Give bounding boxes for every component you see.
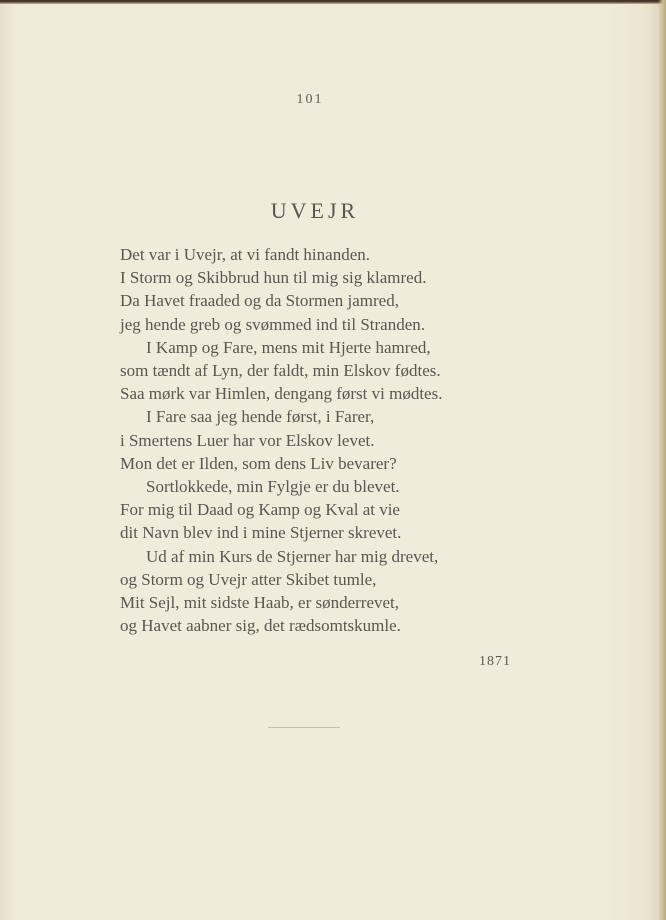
poem-line: For mig til Daad og Kamp og Kval at vie [120,500,400,520]
page-binding-edge [658,0,666,920]
poem-body [120,243,520,637]
poem-line: Mon det er Ilden, som dens Liv bevarer? [120,453,397,473]
poem-line: Mit Sejl, mit sidste Haab, er sønderrevet, [120,593,400,613]
poem-line: som tændt af Lyn, der faldt, min Elskov fødtes. [120,361,441,381]
poem-line: Sortlokkede, min Fylgje er du blevet. [146,477,400,497]
poem-line: I Storm og Skibbrud hun til mig sig klamred. [120,268,427,288]
poem-line: og Havet aabner sig, det rædsomtskumle. [120,616,401,636]
poem-line: Da Havet fraaded og da Stormen jamred, [120,291,399,311]
poem-line: jeg hende greb og svømmed ind til Stranden. [120,314,425,334]
poem-line: I Kamp og Fare, mens mit Hjerte hamred, [146,337,431,357]
poem-line: dit Navn blev ind i mine Stjerner skrevet. [120,523,402,543]
poem-line: i Smertens Luer har vor Elskov levet. [120,430,375,450]
poem-year: 1871 [479,654,511,669]
page-top-edge [0,0,666,4]
poem-line: Det var i Uvejr, at vi fandt hinanden. [120,245,370,264]
poem-line: og Storm og Uvejr atter Skibet tumle, [120,569,377,589]
poem-title: UVEJR [270,198,360,223]
poem-line: I Fare saa jeg hende først, i Farer, [146,407,375,427]
page-number: 101 [296,92,324,107]
poem-line: Ud af min Kurs de Stjerner har mig drevet, [146,546,439,566]
end-rule-divider [268,727,340,728]
poem-line: Saa mørk var Himlen, dengang først vi mødtes. [120,384,443,404]
